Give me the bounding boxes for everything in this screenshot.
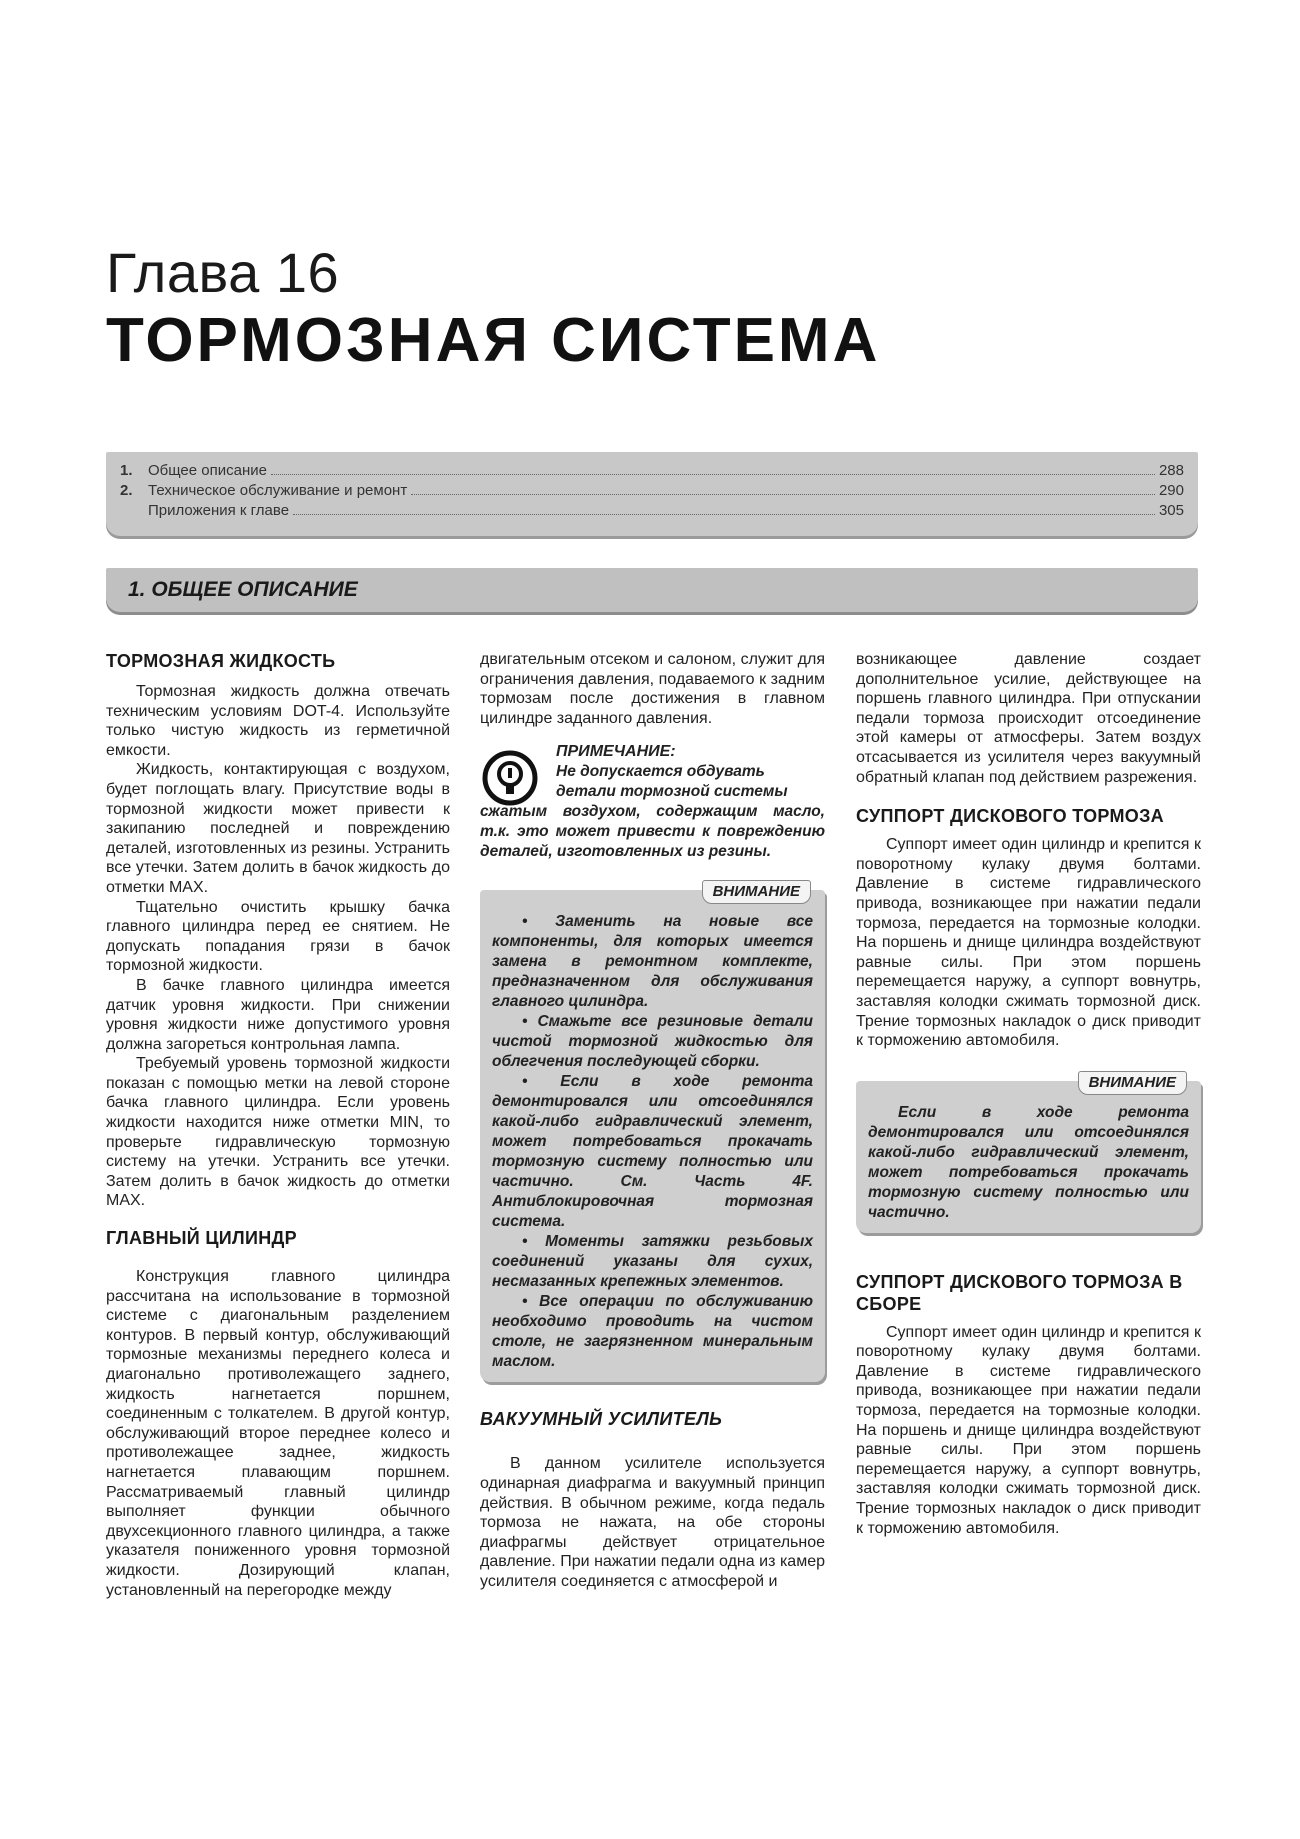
heading-vacuum-booster: ВАКУУМНЫЙ УСИЛИТЕЛЬ <box>480 1409 723 1430</box>
attention-icon <box>482 750 538 806</box>
paragraph: Требуемый уровень тормозной жидкости показан с помощью метки на левой стороне бачка главного цилиндра. Если уровень жидкости находится ниже отметки MIN, то проверьте гидравлическую тормозную систему на утечки. Устранить все утечки. Затем долить в бачок жидкость до отметки MAX. <box>106 1055 450 1210</box>
paragraph: возникающее давление создает дополнительное усилие, действующее на поршень главного цилиндра. При отпускании педали тормоза происходит отсоединение этой камеры от атмосферы. Затем воздух отсасывается из усилителя через вакуумный обратный клапан под действием разрежения. <box>856 651 1201 786</box>
warning-item: • Моменты затяжки резьбовых соединений указаны для сухих, несмазанных крепежных элементов. <box>492 1233 813 1291</box>
warning-box <box>480 883 825 1382</box>
toc-page: 290 <box>1158 482 1184 499</box>
note-text: сжатым воздухом, содержащим масло, т.к. это может привести к повреждению деталей, изготовленных из резины. <box>480 803 825 861</box>
paragraph: Жидкость, контактирующая с воздухом, будет поглощать влагу. Присутствие воды в тормозной жидкости может привести к закипанию последней и повреждению деталей, изготовленных из резины. Устранить все утечки. Затем долить в бачок жидкость до отметки MAX. <box>106 761 450 896</box>
heading-disc-caliper: СУППОРТ ДИСКОВОГО ТОРМОЗА <box>856 806 1164 827</box>
toc-number: 2. <box>120 482 133 499</box>
toc-leader <box>293 514 1155 515</box>
table-of-contents <box>106 452 1198 536</box>
paragraph: В бачке главного цилиндра имеется датчик уровня жидкости. При снижении уровня жидкости ниже допустимого уровня должна загореться контрольная лампа. <box>106 976 450 1053</box>
toc-page: 305 <box>1158 502 1184 519</box>
paragraph: Конструкция главного цилиндра рассчитана на использование в тормозной системе с диагональным разделением контуров. В первый контур, обслуживающий тормозные механизмы переднего колеса и диагонально противолежащего заднего, жидкость нагнетается поршнем, соединенным с толкателем. В другой контур, обслуживающий второе переднее колесо и противолежащее заднее, жидкость нагнетается плавающим поршнем. Рассматриваемый главный цилиндр выполняет функции обычного двухсекционного главного цилиндра, а также указателя пониженного уровня тормозной жидкости. Дозирующий клапан, установленный на перегородке между <box>106 1268 450 1599</box>
warning-item: Если в ходе ремонта демонтировался или отсоединялся какой-либо гидравлический элемент, может потребоваться прокачать тормозную систему полностью или частично. <box>868 1103 1189 1221</box>
toc-label: Приложения к главе <box>148 502 290 519</box>
heading-master-cylinder: ГЛАВНЫЙ ЦИЛИНДР <box>106 1228 297 1249</box>
paragraph: В данном усилителе используется одинарная диафрагма и вакуумный принцип действия. В обычном режиме, когда педаль тормоза не нажата, на обе стороны диафрагмы действует отрицательное давление. При нажатии педали одна из камер усилителя соединяется с атмосферой и <box>480 1455 825 1590</box>
note-heading: ПРИМЕЧАНИЕ: <box>556 743 676 761</box>
chapter-title: ТОРМОЗНАЯ СИСТЕМА <box>106 306 881 375</box>
paragraph: Тормозная жидкость должна отвечать техническим условиям DOT-4. Используйте только чистую жидкость из герметичной емкости. <box>106 683 450 759</box>
note-block <box>480 742 825 862</box>
text-column-2 <box>480 650 825 1592</box>
toc-page: 288 <box>1158 462 1184 479</box>
warning-tag: ВНИМАНИЕ <box>1078 1071 1187 1095</box>
paragraph: двигательным отсеком и салоном, служит для ограничения давления, подаваемого к задним тормозам после достижения в главном цилиндре заданного давления. <box>480 651 825 727</box>
toc-leader <box>411 494 1155 495</box>
toc-number: 1. <box>120 462 133 479</box>
note-line: Не допускается обдувать <box>556 763 765 781</box>
paragraph: Суппорт имеет один цилиндр и крепится к поворотному кулаку двумя болтами. Давление в системе гидравлического привода, возникающее при нажатии педали тормоза, передается на тормозные колодки. На поршень и днище цилиндра воздействуют равные силы. При этом поршень перемещается наружу, а суппорт вовнутрь, заставляя колодки сжимать тормозной диск. Трение тормозных накладок о диск приводит к торможению автомобиля. <box>856 1323 1201 1537</box>
paragraph: Суппорт имеет один цилиндр и крепится к поворотному кулаку двумя болтами. Давление в системе гидравлического привода, возникающее при нажатии педали тормоза, передается на тормозные колодки. На поршень и днище цилиндра воздействуют равные силы. При этом поршень перемещается наружу, а суппорт вовнутрь, заставляя колодки сжимать тормозной диск. Трение тормозных накладок о диск приводит к торможению автомобиля. <box>856 836 1201 1050</box>
warning-item: • Заменить на новые все компоненты, для которых имеется замена в ремонтном комплекте, предназначенном для обслуживания главного цилиндра. <box>492 913 813 1011</box>
section-title: 1. ОБЩЕЕ ОПИСАНИЕ <box>128 578 358 601</box>
toc-label: Общее описание <box>148 462 267 479</box>
paragraph: Тщательно очистить крышку бачка главного цилиндра перед ее снятием. Не допускать попадания грязи в бачок тормозной жидкости. <box>106 898 450 975</box>
text-column-1 <box>106 650 450 1600</box>
toc-row[interactable] <box>120 482 1184 502</box>
heading-caliper-assembly: СУППОРТ ДИСКОВОГО ТОРМОЗА В СБОРЕ <box>856 1271 1183 1314</box>
toc-leader <box>271 474 1155 475</box>
toc-row[interactable] <box>120 502 1184 522</box>
text-column-3 <box>856 650 1201 1538</box>
toc-row[interactable] <box>120 462 1184 482</box>
section-header <box>106 568 1198 612</box>
warning-item: • Если в ходе ремонта демонтировался или отсоединялся какой-либо гидравлический элемент, может потребоваться прокачать тормозную систему полностью или частично. См. Часть 4F. Антиблокировочная тормозная система. <box>492 1073 813 1231</box>
warning-box <box>856 1073 1201 1233</box>
chapter-label: Глава 16 <box>106 241 340 304</box>
heading-brake-fluid: ТОРМОЗНАЯ ЖИДКОСТЬ <box>106 651 336 671</box>
warning-tag: ВНИМАНИЕ <box>702 880 811 904</box>
warning-item: • Все операции по обслуживанию необходимо проводить на чистом столе, не загрязненном минеральным маслом. <box>492 1293 813 1371</box>
warning-item: • Смажьте все резиновые детали чистой тормозной жидкостью для облегчения последующей сборки. <box>492 1013 813 1071</box>
toc-label: Техническое обслуживание и ремонт <box>148 482 408 499</box>
note-line: детали тормозной системы <box>556 783 788 801</box>
